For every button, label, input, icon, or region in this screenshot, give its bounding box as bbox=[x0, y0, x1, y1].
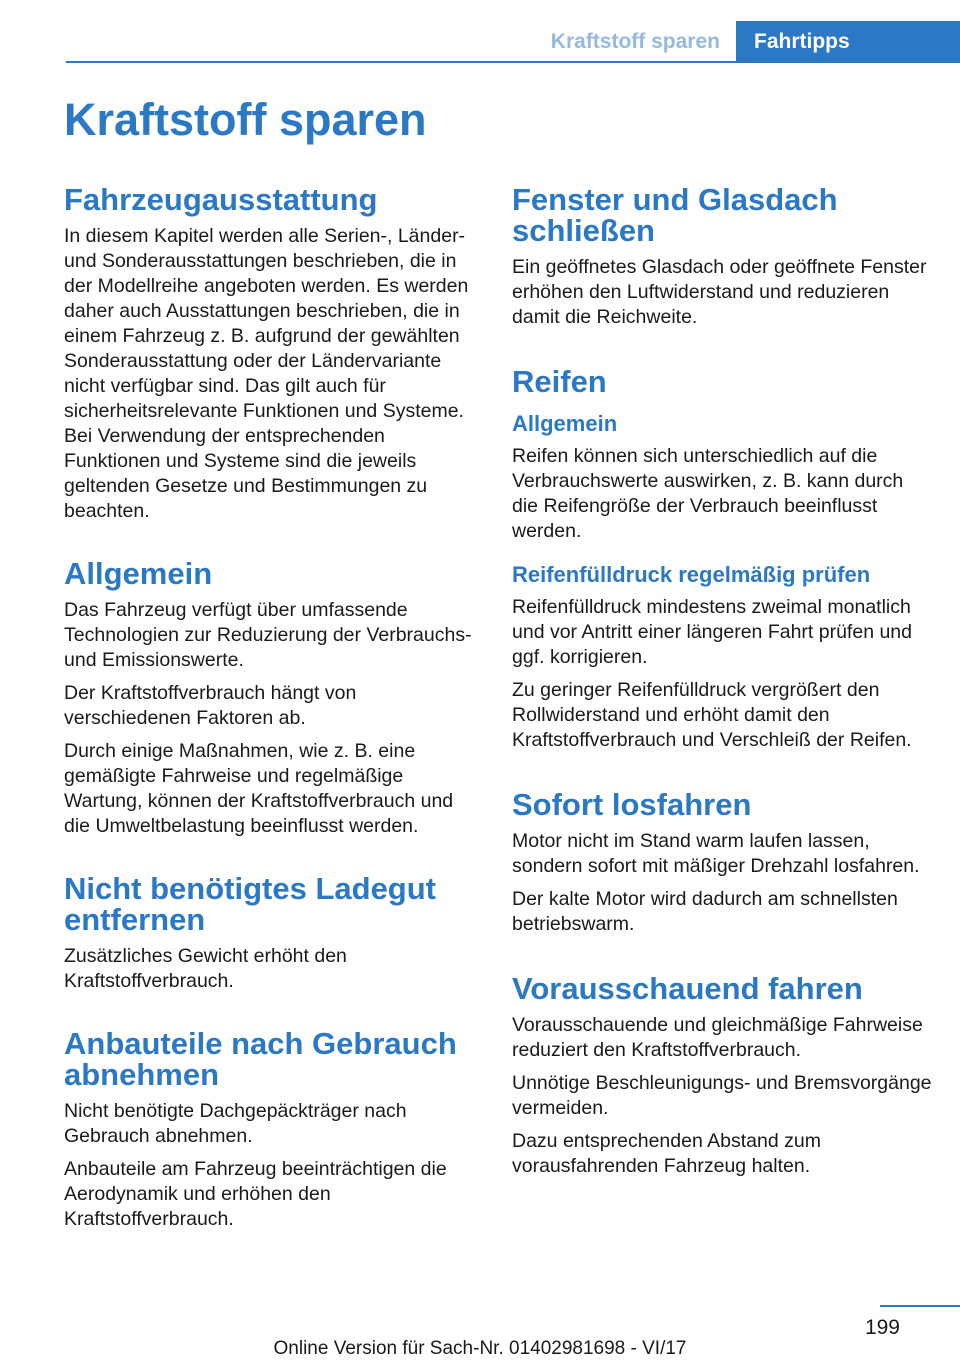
subsection-tyre-pressure bbox=[512, 562, 932, 753]
section-heading: Reifen bbox=[512, 364, 607, 399]
subsection-heading: Allgemein bbox=[512, 411, 618, 436]
section-heading: Sofort losfahren bbox=[512, 787, 752, 822]
section-heading: Nicht benötigtes Ladegut entfernen bbox=[64, 871, 436, 937]
footer-online-version: Online Version für Sach-Nr. 01402981698 - VI/17 bbox=[273, 1338, 687, 1359]
section-anticipate bbox=[512, 973, 932, 1179]
paragraph: Dazu entsprechenden Abstand zum vorausfahrenden Fahrzeug halten. bbox=[512, 1130, 821, 1177]
page-title: Kraftstoff sparen bbox=[64, 94, 427, 145]
paragraph: Zusätzliches Gewicht erhöht den Kraftstoffverbrauch. bbox=[64, 945, 347, 992]
header-chapter-tab[interactable]: Fahrtipps bbox=[736, 21, 960, 63]
section-tyres bbox=[512, 366, 932, 753]
section-equipment bbox=[64, 184, 480, 524]
paragraph: Motor nicht im Stand warm laufen lassen, sondern sofort mit mäßiger Drehzahl losfahren. bbox=[512, 830, 920, 877]
paragraph: Vorausschauende und gleichmäßige Fahrweise reduziert den Kraftstoffverbrauch. bbox=[512, 1014, 923, 1061]
section-windows bbox=[512, 184, 932, 330]
section-remove-attachments bbox=[64, 1028, 480, 1232]
paragraph: Nicht benötigte Dachgepäckträger nach Gebrauch abnehmen. bbox=[64, 1100, 407, 1147]
section-heading: Anbauteile nach Gebrauch abnehmen bbox=[64, 1026, 457, 1092]
paragraph: Der Kraftstoffverbrauch hängt von verschiedenen Faktoren ab. bbox=[64, 682, 357, 729]
page-number: 199 bbox=[864, 1316, 900, 1339]
paragraph: Unnötige Beschleunigungs- und Bremsvorgänge vermeiden. bbox=[512, 1072, 932, 1119]
paragraph: Anbauteile am Fahrzeug beeinträchtigen die Aerodynamik und erhöhen den Kraftstoffverbrauch. bbox=[64, 1158, 447, 1230]
footer-rule bbox=[880, 1305, 960, 1307]
section-remove-load bbox=[64, 873, 480, 994]
subsection-tyres-general bbox=[512, 411, 932, 544]
subsection-heading: Reifenfülldruck regelmäßig prüfen bbox=[512, 562, 871, 587]
left-column bbox=[64, 184, 480, 1266]
paragraph: Ein geöffnetes Glasdach oder geöffnete Fenster erhöhen den Luftwiderstand und reduzieren damit die Reichweite. bbox=[512, 256, 927, 328]
paragraph: Das Fahrzeug verfügt über umfassende Technologien zur Reduzierung der Verbrauchs- und Emissionswerte. bbox=[64, 599, 472, 671]
section-heading: Fenster und Glasdach schließen bbox=[512, 182, 838, 248]
header-rule bbox=[66, 61, 960, 63]
header-section-title[interactable]: Kraftstoff sparen bbox=[550, 30, 720, 53]
section-general bbox=[64, 558, 480, 839]
right-column bbox=[512, 184, 932, 1215]
paragraph: Zu geringer Reifenfülldruck vergrößert den Rollwiderstand und erhöht damit den Kraftstoffverbrauch und Verschleiß der Reifen. bbox=[512, 679, 912, 751]
paragraph: Durch einige Maßnahmen, wie z. B. eine gemäßigte Fahrweise und regelmäßige Wartung, können der Kraftstoffverbrauch und die Umweltbelastung beeinflusst werden. bbox=[64, 740, 454, 837]
section-drive-off bbox=[512, 789, 932, 937]
section-heading: Vorausschauend fahren bbox=[512, 971, 863, 1006]
section-heading: Fahrzeugausstattung bbox=[64, 182, 378, 217]
paragraph: Der kalte Motor wird dadurch am schnellsten betriebswarm. bbox=[512, 888, 898, 935]
paragraph: In diesem Kapitel werden alle Serien-, Länder- und Sonderausstattungen beschrieben, die in der Modellreihe angeboten werden. Es werden daher auch Ausstattungen beschrieben, die in einem Fahrzeug z. B. aufgrund der gewählten Sonderausstattung oder der Ländervariante nicht verfügbar sind. Das gilt auch für sicherheitsrelevante Funktionen und Systeme. Bei Verwendung der entsprechenden Funktionen und Systeme sind die jeweils geltenden Gesetze und Bestimmungen zu beachten. bbox=[64, 225, 469, 522]
section-heading: Allgemein bbox=[64, 556, 213, 591]
paragraph: Reifenfülldruck mindestens zweimal monatlich und vor Antritt einer längeren Fahrt prüfen und ggf. korrigieren. bbox=[512, 596, 912, 668]
paragraph: Reifen können sich unterschiedlich auf die Verbrauchswerte auswirken, z. B. kann durch die Reifengröße der Verbrauch beeinflusst werden. bbox=[512, 445, 904, 542]
